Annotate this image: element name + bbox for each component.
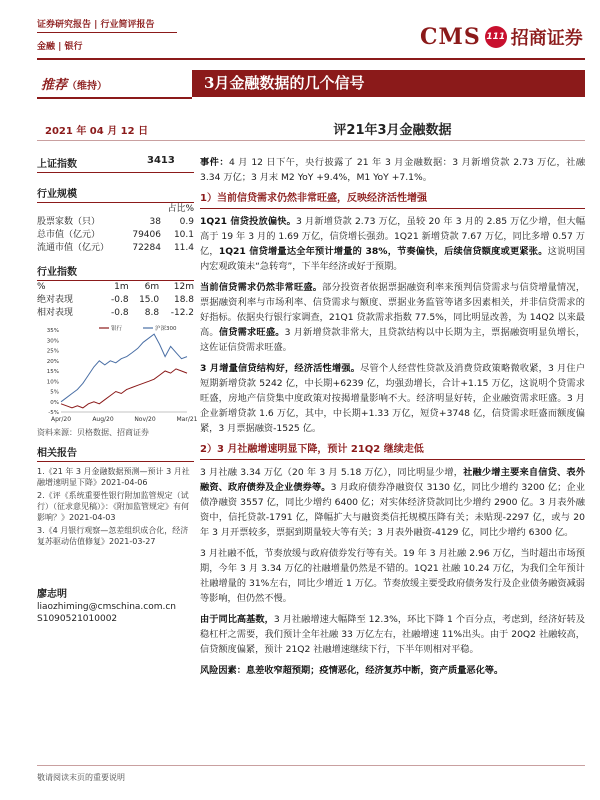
perf-value: 18.8 (173, 295, 195, 305)
perf-value: -0.8 (111, 295, 129, 305)
industry-row (37, 229, 194, 242)
perf-row (37, 307, 194, 320)
industry-row-share: 10.1 (173, 230, 194, 240)
p1-text-a: 3 月新增贷款 2.73 万亿，虽较 20 年 3 月的 2.85 万亿少增，但大幅高于 19 年 3 月的 1.69 万亿，信贷增长强劲。1Q21 新增贷款 7.67 万亿，同比多增 0.57 万亿， (200, 216, 586, 257)
analyst-cert: S1090521010002 (37, 614, 118, 624)
sidebar (37, 155, 198, 625)
p2-bold: 信贷需求旺盛。 (218, 327, 285, 338)
rating-note: （维持） (67, 81, 108, 92)
p2-text-a: 部分投资者依据票据融资利率来预判信贷需求与信贷增量情况，票据融资利率与市场利率、信贷需求与额度、票据业务监管等诸多因素相关，并非信贷需求的好指标。依据央行银行家调查，21Q1 贷款需求指数 77.5%，同比明显改善，为 14Q2 以来最高。 (200, 282, 586, 338)
risk-text: 息差收窄超预期；疫情恶化，经济复苏中断，资产质量恶化等。 (245, 665, 504, 676)
header-divider (37, 32, 177, 33)
paragraph-6 (200, 612, 585, 657)
p1-bold: 1Q21 信贷增量达全年预计增量的 38%，节奏偏快，后续信贷额度或更紧张。 (218, 246, 548, 257)
paragraph-1 (200, 214, 585, 274)
perf-row-label: 相对表现 (37, 308, 74, 318)
y-tick-label: 15% (46, 369, 59, 375)
industry-table (37, 216, 194, 255)
industry-row (37, 242, 194, 255)
header-rule (37, 58, 585, 60)
logo-text-cn: 招商证券 (510, 28, 583, 49)
paragraph-5: 3 月社融不低，节奏放缓与政府债券发行等有关。19 年 3 月社融 2.96 万亿，当时超出市场预期，今年 3 月 3.34 万亿的社融增量仍然是不错的。1Q21 社融 10.24 万亿，为我们全年预计社融增量的 31%左右，同比少增近 1 万亿。节奏放缓主要受政府债务发行及企业债务融资减弱等影响，但仍然不慢。 (200, 548, 585, 604)
report-subtitle: 评21年3月金融数据 (333, 123, 452, 138)
perf-value: 15.0 (139, 295, 160, 305)
subtitle-rule (37, 140, 585, 141)
risk-paragraph (200, 663, 585, 678)
perf-header: 6m (144, 282, 160, 292)
p3-text: 尽管个人经营性贷款及消费贷政策略微收紧，3 月住户短期新增贷款 5242 亿，中长期+6239 亿，均强劲增长，合计+1.15 万亿，这说明个贷需求旺盛，房地产信贷集中度政策对按揭增量影响不大。经济明显好转，企业融资需求旺盛。3 月企业新增贷款 1.6 万亿，其中，中长期+1.33 万亿，短贷+3748 亿，信贷需求旺盛而额度偏紧，3 月票据融资-1525 亿。 (200, 363, 586, 434)
perf-value: -0.8 (111, 308, 129, 318)
industry-row-label: 股票家数（只） (37, 217, 101, 227)
risk-label: 风险因素： (200, 665, 246, 676)
p3-lead: 3 月增量信贷结构好，经济活性增强。 (200, 363, 361, 374)
share-header: 占比% (167, 204, 194, 214)
p6-text: 3 月社融增速大幅降至 12.3%，环比下降 1 个百分点，考虑到，经济好转及稳杠杆之需要，我们预计全年社融 33 万亿左右，社融增速 11%出头。由于 20Q2 社融较高，信贷额度偏紧，预计 21Q2 社融增速继续下行，下半年则相对平稳。 (200, 614, 586, 655)
industry-row-count: 72284 (132, 243, 161, 253)
title-banner (37, 70, 585, 97)
y-tick-label: 5% (50, 389, 59, 396)
p1-lead: 1Q21 信贷投放偏快。 (200, 216, 297, 227)
legend-label: 银行 (111, 326, 123, 332)
perf-header: 12m (173, 282, 195, 292)
p6-lead: 由于同比高基数， (200, 614, 274, 625)
y-tick-label: -5% (48, 410, 59, 416)
section-heading-2: 2）3 月社融增速明显下降，预计 21Q2 继续走低 (200, 442, 585, 460)
analyst-name: 廖志明 (37, 589, 67, 600)
brand-logo (420, 24, 583, 50)
related-reports-title: 相关报告 (37, 444, 194, 462)
p4-bold: 社融少增主要来自信贷、表外融资、政府债券及企业债券等。 (200, 467, 586, 493)
logo-badge-icon: 111 (485, 26, 507, 48)
p2-lead: 当前信贷需求仍然非常旺盛。 (200, 282, 323, 293)
paragraph-3 (200, 361, 585, 436)
perf-value: 8.8 (144, 308, 160, 318)
industry-scale-title: 行业规模 (37, 185, 194, 203)
x-tick-label: Nov/20 (134, 416, 156, 423)
p1-text-b: 这说明国内宏观政策未“急转弯”，下半年经济或好于预期。 (200, 246, 586, 272)
perf-value: -12.2 (170, 308, 195, 318)
related-report-item[interactable]: 1.《21 年 3 月金融数据预测—预计 3 月社融增速明显下降》2021-04-06 (37, 467, 190, 487)
industry-row-label: 流通市值（亿元） (37, 243, 110, 253)
event-label: 事件： (200, 157, 230, 168)
report-type: 证券研究报告 | 行业简评报告 (37, 20, 155, 30)
y-tick-label: 10% (46, 379, 59, 386)
industry-row-count: 79406 (132, 230, 161, 240)
main-body (200, 155, 585, 684)
perf-row (37, 294, 194, 307)
paragraph-4 (200, 465, 585, 540)
x-tick-label: Mar/21 (176, 416, 198, 423)
perf-row-label: 绝对表现 (37, 295, 74, 305)
y-tick-label: 0% (50, 399, 59, 406)
y-tick-label: 35% (46, 328, 59, 334)
report-date: 2021 年 04 月 12 日 (45, 126, 149, 137)
legend-label: 沪深300 (155, 326, 177, 332)
industry-row-label: 总市值（亿元） (37, 230, 101, 240)
index-value: 3413 (147, 155, 175, 166)
paragraph-2 (200, 280, 585, 355)
x-tick-label: Aug/20 (92, 416, 114, 423)
y-tick-label: 25% (46, 348, 59, 355)
index-label: 上证指数 (37, 159, 77, 170)
performance-chart (37, 322, 198, 427)
chart-source: 资料来源：贝格数据、招商证券 (37, 428, 149, 437)
p4-text-b: 3 月政府债券净融资仅 3130 亿，同比少增约 3200 亿；企业债净融资 3557 亿，同比少增约 6400 亿；对实体经济贷款同比少增约 2900 亿。3 月表外融资中，信托贷款-1791 亿，降幅扩大与融资类信托规模压降有关；未贴现-2297 亿，或与 20 年 3 月开票较多，票据到期量较大等有关；3 月表外融资-4129 亿，同比少增约 6300 亿。 (200, 482, 585, 538)
perf-header: 1m (114, 282, 129, 292)
analyst-block (37, 589, 194, 625)
logo-text-en: CMS (420, 24, 481, 50)
x-tick-label: Apr/20 (50, 416, 72, 423)
industry-row-count: 38 (149, 217, 161, 227)
p4-text-a: 3 月社融 3.34 万亿（20 年 3 月 5.18 万亿），同比明显少增， (200, 467, 464, 478)
report-title: 3月金融数据的几个信号 (192, 70, 585, 97)
sector-label: 金融 | 银行 (37, 42, 83, 52)
footer-disclaimer: 敬请阅读末页的重要说明 (37, 773, 125, 782)
related-report-item[interactable]: 2.《评《系统重要性银行附加监管规定（试行）（征求意见稿）》：《附加监管规定》有何影响？》2021-04-03 (37, 491, 189, 522)
perf-header-row (37, 281, 194, 294)
industry-row-share: 11.4 (173, 243, 194, 253)
y-tick-label: 30% (46, 338, 59, 345)
industry-row (37, 216, 194, 229)
perf-header: % (37, 282, 46, 292)
industry-col-header (37, 203, 194, 216)
rating (41, 74, 107, 93)
event-text: 4 月 12 日下午，央行披露了 21 年 3 月金融数据：3 月新增贷款 2.73 万亿，社融 3.34 万亿；3 月末 M2 YoY +9.4%，M1 YoY +7.1%。 (200, 157, 586, 183)
section-heading-1: 1）当前信贷需求仍然非常旺盛，反映经济活性增强 (200, 191, 585, 209)
analyst-email[interactable]: liaozhiming@cmschina.com.cn (37, 602, 177, 612)
series-line-0 (61, 369, 187, 408)
related-report-item[interactable]: 3.《4 月银行观察—忽差组织成合化，经济复苏驱动估值修复》2021-03-27 (37, 526, 189, 546)
index-row (37, 155, 194, 173)
rating-label: 推荐 (41, 78, 68, 93)
y-tick-label: 20% (46, 358, 59, 365)
industry-row-share: 0.9 (179, 217, 194, 227)
perf-table (37, 294, 194, 320)
p2-text-b: 3 月新增贷款非常大，且贷款结构以中长期为主，票据融资明显负增长，这佐证信贷需求旺盛。 (200, 327, 586, 353)
index-perf-title: 行业指数 (37, 263, 194, 281)
footer-rule (37, 765, 585, 766)
rating-box (37, 70, 192, 99)
event-paragraph (200, 155, 585, 185)
